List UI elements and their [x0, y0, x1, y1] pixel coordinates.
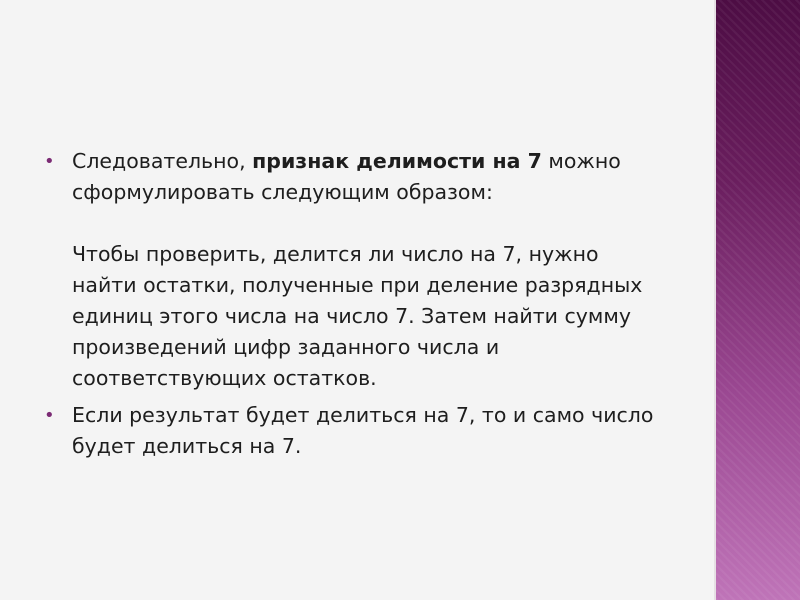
bullet-1-rule: Чтобы проверить, делится ли число на 7, нужно найти остатки, полученные при деление разрядных единиц этого числа на число 7. Затем найти сумму произведений цифр заданного числа и соответствующих остатков. — [72, 242, 643, 390]
decorative-side-band — [714, 0, 800, 600]
bullet-item-2 — [44, 400, 664, 462]
bullet-icon: • — [44, 405, 55, 426]
bullet-1-emphasis: признак делимости на 7 — [252, 149, 542, 173]
bullet-item-1 — [44, 146, 664, 394]
paragraph-gap — [72, 208, 664, 239]
bullet-1-intro: Следовательно, — [72, 149, 253, 173]
slide-content — [44, 146, 664, 468]
bullet-icon: • — [44, 151, 55, 172]
bullet-1-intro-end: можно сформулировать следующим образом: — [72, 149, 621, 204]
bullet-2-text: Если результат будет делиться на 7, то и само число будет делиться на 7. — [72, 403, 654, 458]
